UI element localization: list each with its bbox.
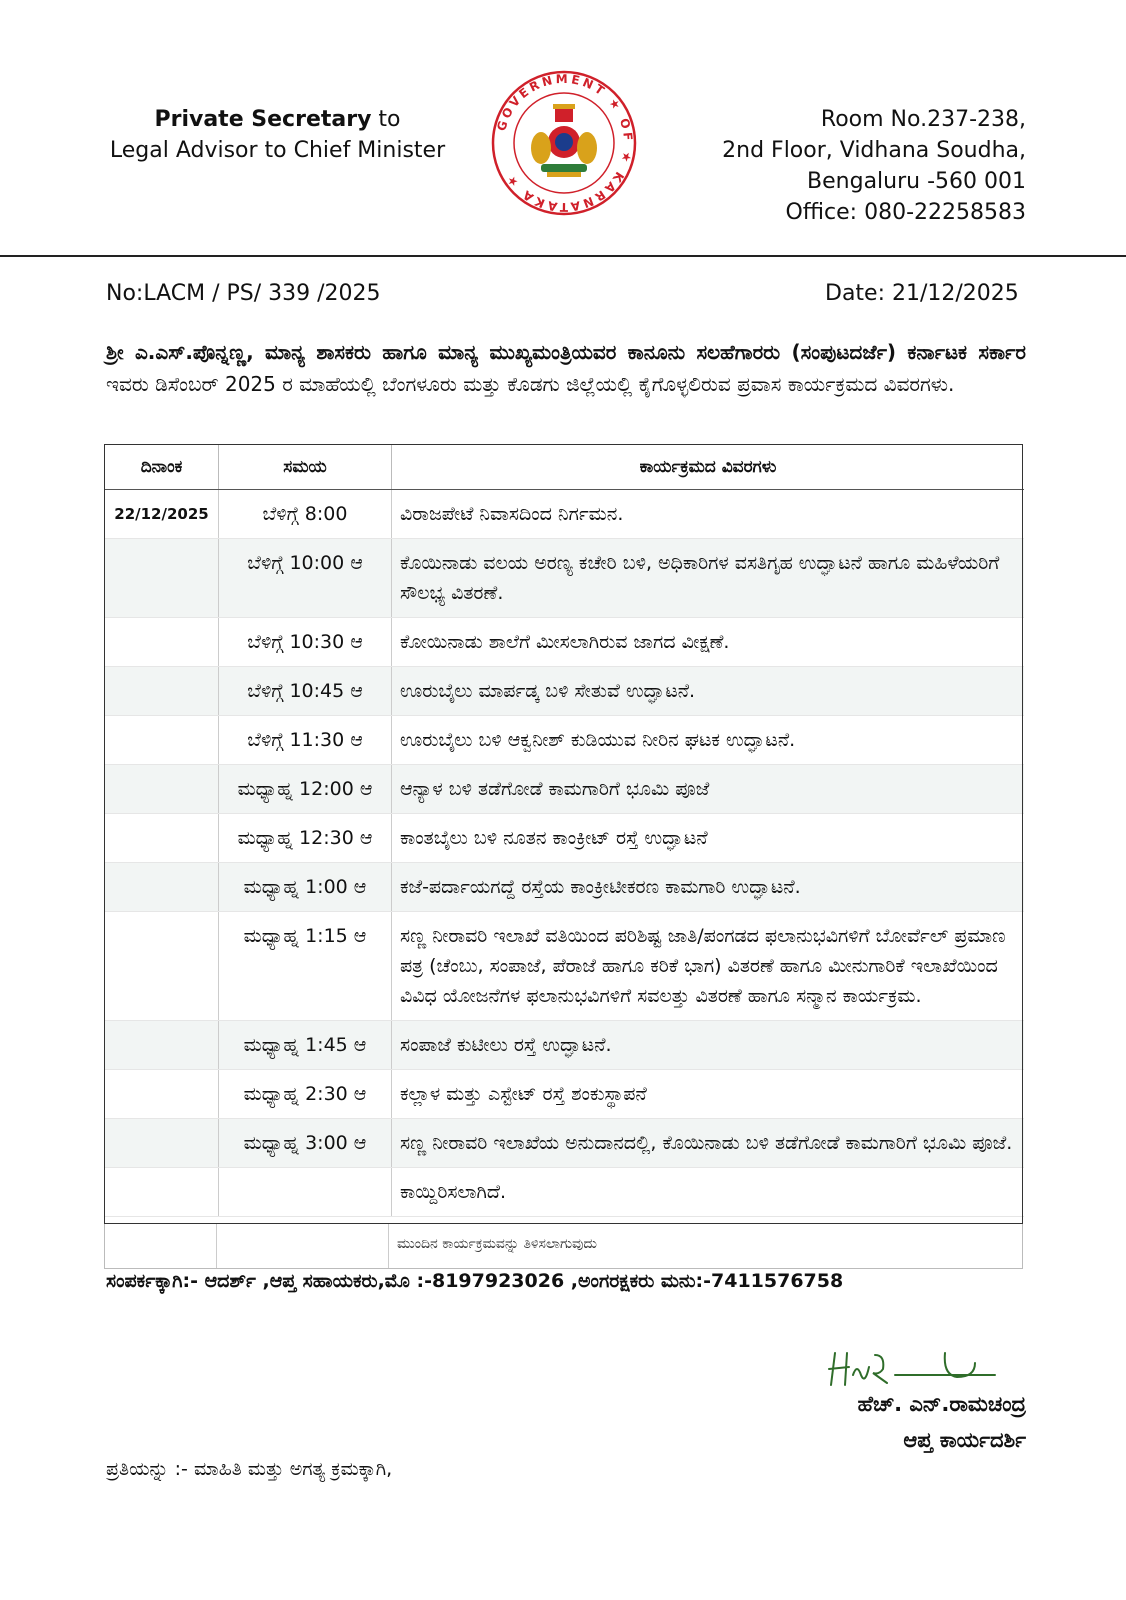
row-time: ಮಧ್ಯಾಹ್ನ 2:30 ಆ	[219, 1070, 392, 1119]
row-details: ಸಂಪಾಜೆ ಕುಟೀಲು ರಸ್ತೆ ಉದ್ಘಾಟನೆ.	[392, 1021, 1025, 1070]
table-footnote: ಮುಂದಿನ ಕಾರ್ಯಕ್ರಮವನ್ನು ತಿಳಿಸಲಾಗುವುದು	[397, 1236, 597, 1252]
row-details: ಸಣ್ಣ ನೀರಾವರಿ ಇಲಾಖೆ ವತಿಯಿಂದ ಪರಿಶಿಷ್ಟ ಜಾತಿ/ಪಂಗಡದ ಫಲಾನುಭವಿಗಳಿಗೆ ಬೋರ್ವೆಲ್ ಪ್ರಮಾಣ ಪತ್ರ (ಚೆಂಬು, ಸಂಪಾಜೆ, ಪೆರಾಜೆ ಹಾಗೂ ಕರಿಕೆ ಭಾಗ) ವಿತರಣೆ ಹಾಗೂ ಮೀನುಗಾರಿಕೆ ಇಲಾಖೆಯಿಂದ ವಿವಿಧ ಯೋಜನೆಗಳ ಫಲಾನುಭವಿಗಳಿಗೆ ಸವಲತ್ತು ವಿತರಣೆ ಹಾಗೂ ಸನ್ಮಾನ ಕಾರ್ಯಕ್ರಮ.	[392, 912, 1025, 1021]
row-date	[105, 1021, 219, 1070]
table-row	[105, 490, 1024, 539]
table-row	[105, 618, 1024, 667]
copy-to-line: ಪ್ರತಿಯನ್ನು :- ಮಾಹಿತಿ ಮತ್ತು ಅಗತ್ಯ ಕ್ರಮಕ್ಕಾಗಿ,	[106, 1458, 393, 1480]
address-line: 2nd Floor, Vidhana Soudha,	[722, 138, 1026, 163]
row-time: ಬೆಳಿಗ್ಗೆ 11:30 ಆ	[219, 716, 392, 765]
row-details: ಕೊಯಿನಾಡು ವಲಯ ಅರಣ್ಯ ಕಚೇರಿ ಬಳಿ, ಅಧಿಕಾರಿಗಳ ವಸತಿಗೃಹ ಉದ್ಘಾಟನೆ ಹಾಗೂ ಮಹಿಳೆಯರಿಗೆ ಸೌಲಭ್ಯ ವಿತರಣೆ.	[392, 539, 1025, 618]
row-time: ಮಧ್ಯಾಹ್ನ 12:00 ಆ	[219, 765, 392, 814]
row-date	[105, 912, 219, 1021]
row-date	[105, 863, 219, 912]
table-footnote-row	[104, 1224, 1023, 1269]
row-date	[105, 765, 219, 814]
row-date	[105, 716, 219, 765]
row-details: ಕಾಂತಬೈಲು ಬಳಿ ನೂತನ ಕಾಂಕ್ರೀಟ್ ರಸ್ತೆ ಉದ್ಘಾಟನೆ	[392, 814, 1025, 863]
address-line: Bengaluru -560 001	[807, 169, 1026, 194]
table-row	[105, 912, 1024, 1021]
karnataka-seal-icon	[489, 68, 639, 218]
table-row	[105, 667, 1024, 716]
table-row	[105, 863, 1024, 912]
intro-rest: ಇವರು ಡಿಸೆಂಬರ್ 2025 ರ ಮಾಹೆಯಲ್ಲಿ ಬೆಂಗಳೂರು ಮತ್ತು ಕೊಡಗು ಜಿಲ್ಲೆಯಲ್ಲಿ ಕೈಗೊಳ್ಳಲಿರುವ ಪ್ರವಾಸ ಕಾರ್ಯಕ್ರಮದ ವಿವರಗಳು.	[106, 372, 955, 396]
table-row	[105, 765, 1024, 814]
row-time: ಮಧ್ಯಾಹ್ನ 12:30 ಆ	[219, 814, 392, 863]
intro-paragraph	[106, 336, 1026, 400]
contact-line: ಸಂಪರ್ಕಕ್ಕಾಗಿ:- ಆದರ್ಶ್ ,ಆಪ್ತ ಸಹಾಯಕರು,ಮೊ :-8197923026 ,ಅಂಗರಕ್ಷಕರು ಮನು:-7411576758	[106, 1270, 844, 1292]
signatory-designation: ಆಪ್ತ ಕಾರ್ಯದರ್ಶಿ	[903, 1428, 1026, 1452]
row-date	[105, 1119, 219, 1168]
row-time: ಬೆಳಿಗ್ಗೆ 10:30 ಆ	[219, 618, 392, 667]
header-details: ಕಾರ್ಯಕ್ರಮದ ವಿವರಗಳು	[392, 444, 1025, 490]
row-time: ಬೆಳಿಗ್ಗೆ 10:00 ಆ	[219, 539, 392, 618]
header-date: ದಿನಾಂಕ	[105, 444, 219, 490]
intro-bold: ಶ್ರೀ ಎ.ಎಸ್.ಪೊನ್ನಣ್ಣ, ಮಾನ್ಯ ಶಾಸಕರು ಹಾಗೂ ಮಾನ್ಯ ಮುಖ್ಯಮಂತ್ರಿಯವರ ಕಾನೂನು ಸಲಹೆಗಾರರು (ಸಂಪುಟದರ್ಜೆ) ಕರ್ನಾಟಕ ಸರ್ಕಾರ	[106, 340, 1026, 364]
row-details: ವಿರಾಜಪೇಟೆ ನಿವಾಸದಿಂದ ನಿರ್ಗಮನ.	[392, 490, 1025, 539]
table-row	[105, 716, 1024, 765]
row-date	[105, 667, 219, 716]
row-details: ಸಣ್ಣ ನೀರಾವರಿ ಇಲಾಖೆಯ ಅನುದಾನದಲ್ಲಿ, ಕೊಯಿನಾಡು ಬಳಿ ತಡೆಗೋಡೆ ಕಾಮಗಾರಿಗೆ ಭೂಮಿ ಪೂಜೆ.	[392, 1119, 1025, 1168]
signature-text: HNR	[825, 1345, 828, 1346]
row-date	[105, 1168, 219, 1217]
table-row	[105, 814, 1024, 863]
signatory-block	[858, 1386, 1026, 1458]
row-date: 22/12/2025	[105, 490, 219, 539]
row-date	[105, 539, 219, 618]
header-time: ಸಮಯ	[219, 444, 392, 490]
sender-title: Private Secretary to	[154, 107, 401, 132]
row-details: ಕೋಯಿನಾಡು ಶಾಲೆಗೆ ಮೀಸಲಾಗಿರುವ ಜಾಗದ ವೀಕ್ಷಣೆ.	[392, 618, 1025, 667]
table-row	[105, 1168, 1024, 1217]
row-details: ಆನ್ಯಾಳ ಬಳಿ ತಡೆಗೋಡೆ ಕಾಮಗಾರಿಗೆ ಭೂಮಿ ಪೂಜೆ	[392, 765, 1025, 814]
address-block	[722, 104, 1026, 228]
footnote-cell	[216, 1224, 389, 1268]
row-date	[105, 618, 219, 667]
document-date: Date: 21/12/2025	[825, 281, 1019, 306]
reference-number: No:LACM / PS/ 339 /2025	[106, 281, 381, 306]
row-time	[219, 1168, 392, 1217]
svg-text:GOVERNMENT ★ OF ★ KARNATAKA ★: GOVERNMENT ★ OF ★ KARNATAKA ★	[494, 71, 636, 215]
sender-subtitle: Legal Advisor to Chief Minister	[109, 138, 446, 163]
row-details: ಊರುಬೈಲು ಬಳಿ ಆಕ್ವನೀಶ್ ಕುಡಿಯುವ ನೀರಿನ ಘಟಕ ಉದ್ಘಾಟನೆ.	[392, 716, 1025, 765]
row-date	[105, 1070, 219, 1119]
office-phone: Office: 080-22258583	[785, 200, 1026, 225]
row-details: ಊರುಬೈಲು ಮಾರ್ಪಡ್ಕ ಬಳಿ ಸೇತುವೆ ಉದ್ಘಾಟನೆ.	[392, 667, 1025, 716]
row-time: ಮಧ್ಯಾಹ್ನ 1:00 ಆ	[219, 863, 392, 912]
header-divider	[0, 255, 1126, 257]
footnote-cell	[105, 1224, 217, 1268]
table-header-row	[105, 444, 1024, 490]
row-details: ಕಜೆ-ಪರ್ದಾಯಗದ್ದೆ ರಸ್ತೆಯ ಕಾಂಕ್ರೀಟೀಕರಣ ಕಾಮಗಾರಿ ಉದ್ಘಾಟನೆ.	[392, 863, 1025, 912]
signatory-name: ಹೆಚ್. ಎನ್.ರಾಮಚಂದ್ರ	[857, 1392, 1026, 1416]
table-row	[105, 539, 1024, 618]
address-line: Room No.237-238,	[820, 107, 1026, 132]
table-row	[105, 1119, 1024, 1168]
row-details: ಕಾಯ್ದಿರಿಸಲಾಗಿದೆ.	[392, 1168, 1025, 1217]
table-row	[105, 1021, 1024, 1070]
row-time: ಮಧ್ಯಾಹ್ನ 1:45 ಆ	[219, 1021, 392, 1070]
row-time: ಮಧ್ಯಾಹ್ನ 3:00 ಆ	[219, 1119, 392, 1168]
row-time: ಮಧ್ಯಾಹ್ನ 1:15 ಆ	[219, 912, 392, 1021]
row-date	[105, 814, 219, 863]
schedule-table	[105, 444, 1024, 1217]
sender-block	[100, 104, 455, 166]
row-details: ಕಲ್ಲಾಳ ಮತ್ತು ಎಸ್ಟೇಟ್ ರಸ್ತೆ ಶಂಕುಸ್ಥಾಪನೆ	[392, 1070, 1025, 1119]
row-time: ಬೆಳಿಗ್ಗೆ 8:00	[219, 490, 392, 539]
table-row	[105, 1070, 1024, 1119]
row-time: ಬೆಳಿಗ್ಗೆ 10:45 ಆ	[219, 667, 392, 716]
